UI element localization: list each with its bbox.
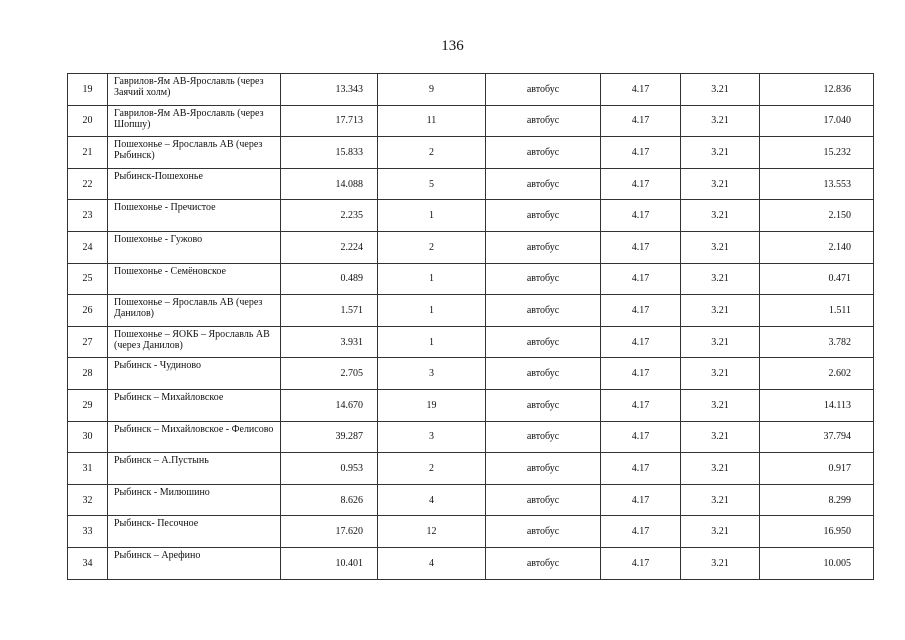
route-name: Гаврилов-Ям АВ-Ярославль (через Заячий холм) <box>108 74 281 106</box>
transport-type: автобус <box>486 421 601 453</box>
rate-value-1: 4.17 <box>601 358 681 390</box>
row-number: 19 <box>68 74 108 106</box>
row-number: 30 <box>68 421 108 453</box>
row-number: 25 <box>68 263 108 295</box>
transport-type: автобус <box>486 389 601 421</box>
table-row <box>68 484 874 516</box>
route-name: Гаврилов-Ям АВ-Ярославль (через Шопшу) <box>108 105 281 137</box>
table-row <box>68 168 874 200</box>
route-name: Рыбинск - Чудиново <box>108 358 281 390</box>
rate-value-1: 4.17 <box>601 326 681 358</box>
distance-value: 2.224 <box>281 231 378 263</box>
table-row <box>68 105 874 137</box>
rate-value-2: 3.21 <box>681 137 760 169</box>
distance-value: 14.088 <box>281 168 378 200</box>
route-name: Рыбинск – Михайловское - Фелисово <box>108 421 281 453</box>
rate-value-2: 3.21 <box>681 453 760 485</box>
distance-value: 0.489 <box>281 263 378 295</box>
transport-type: автобус <box>486 105 601 137</box>
rate-value-2: 3.21 <box>681 74 760 106</box>
table-row <box>68 326 874 358</box>
row-number: 21 <box>68 137 108 169</box>
transport-type: автобус <box>486 326 601 358</box>
count-value: 5 <box>378 168 486 200</box>
row-number: 20 <box>68 105 108 137</box>
row-number: 31 <box>68 453 108 485</box>
table-row <box>68 200 874 232</box>
total-value: 8.299 <box>760 484 874 516</box>
route-name: Рыбинск – А.Пустынь <box>108 453 281 485</box>
count-value: 1 <box>378 326 486 358</box>
route-name: Пошехонье – ЯОКБ – Ярославль АВ (через Данилов) <box>108 326 281 358</box>
transport-type: автобус <box>486 484 601 516</box>
route-name: Пошехонье - Гужово <box>108 231 281 263</box>
distance-value: 13.343 <box>281 74 378 106</box>
distance-value: 17.620 <box>281 516 378 548</box>
route-name: Пошехонье - Пречистое <box>108 200 281 232</box>
count-value: 1 <box>378 263 486 295</box>
transport-type: автобус <box>486 263 601 295</box>
count-value: 4 <box>378 547 486 579</box>
rate-value-2: 3.21 <box>681 231 760 263</box>
count-value: 19 <box>378 389 486 421</box>
distance-value: 10.401 <box>281 547 378 579</box>
rate-value-1: 4.17 <box>601 231 681 263</box>
rate-value-1: 4.17 <box>601 421 681 453</box>
total-value: 1.511 <box>760 295 874 327</box>
routes-table-body <box>68 74 874 580</box>
rate-value-2: 3.21 <box>681 358 760 390</box>
route-name: Пошехонье – Ярославль АВ (через Данилов) <box>108 295 281 327</box>
distance-value: 2.705 <box>281 358 378 390</box>
total-value: 12.836 <box>760 74 874 106</box>
transport-type: автобус <box>486 358 601 390</box>
total-value: 2.602 <box>760 358 874 390</box>
rate-value-1: 4.17 <box>601 453 681 485</box>
table-row <box>68 421 874 453</box>
total-value: 16.950 <box>760 516 874 548</box>
transport-type: автобус <box>486 168 601 200</box>
row-number: 32 <box>68 484 108 516</box>
rate-value-1: 4.17 <box>601 484 681 516</box>
distance-value: 2.235 <box>281 200 378 232</box>
distance-value: 39.287 <box>281 421 378 453</box>
rate-value-1: 4.17 <box>601 168 681 200</box>
table-row <box>68 295 874 327</box>
total-value: 15.232 <box>760 137 874 169</box>
row-number: 22 <box>68 168 108 200</box>
count-value: 2 <box>378 453 486 485</box>
transport-type: автобус <box>486 231 601 263</box>
rate-value-2: 3.21 <box>681 295 760 327</box>
count-value: 2 <box>378 231 486 263</box>
row-number: 34 <box>68 547 108 579</box>
rate-value-2: 3.21 <box>681 326 760 358</box>
rate-value-1: 4.17 <box>601 200 681 232</box>
transport-type: автобус <box>486 200 601 232</box>
rate-value-2: 3.21 <box>681 484 760 516</box>
rate-value-1: 4.17 <box>601 389 681 421</box>
distance-value: 8.626 <box>281 484 378 516</box>
table-row <box>68 516 874 548</box>
transport-type: автобус <box>486 547 601 579</box>
table-row <box>68 74 874 106</box>
count-value: 9 <box>378 74 486 106</box>
rate-value-2: 3.21 <box>681 200 760 232</box>
row-number: 27 <box>68 326 108 358</box>
transport-type: автобус <box>486 137 601 169</box>
count-value: 2 <box>378 137 486 169</box>
row-number: 29 <box>68 389 108 421</box>
rate-value-2: 3.21 <box>681 389 760 421</box>
rate-value-1: 4.17 <box>601 137 681 169</box>
route-name: Рыбинск – Арефино <box>108 547 281 579</box>
total-value: 37.794 <box>760 421 874 453</box>
count-value: 4 <box>378 484 486 516</box>
count-value: 1 <box>378 200 486 232</box>
total-value: 3.782 <box>760 326 874 358</box>
distance-value: 0.953 <box>281 453 378 485</box>
distance-value: 1.571 <box>281 295 378 327</box>
row-number: 33 <box>68 516 108 548</box>
rate-value-2: 3.21 <box>681 263 760 295</box>
distance-value: 3.931 <box>281 326 378 358</box>
count-value: 12 <box>378 516 486 548</box>
count-value: 3 <box>378 358 486 390</box>
rate-value-2: 3.21 <box>681 547 760 579</box>
total-value: 14.113 <box>760 389 874 421</box>
rate-value-1: 4.17 <box>601 516 681 548</box>
distance-value: 15.833 <box>281 137 378 169</box>
total-value: 13.553 <box>760 168 874 200</box>
total-value: 2.140 <box>760 231 874 263</box>
row-number: 23 <box>68 200 108 232</box>
page-number: 136 <box>441 38 464 54</box>
route-name: Рыбинск – Михайловское <box>108 389 281 421</box>
table-row <box>68 358 874 390</box>
transport-type: автобус <box>486 453 601 485</box>
distance-value: 17.713 <box>281 105 378 137</box>
table-row <box>68 453 874 485</box>
transport-type: автобус <box>486 295 601 327</box>
transport-type: автобус <box>486 516 601 548</box>
count-value: 1 <box>378 295 486 327</box>
rate-value-1: 4.17 <box>601 295 681 327</box>
count-value: 11 <box>378 105 486 137</box>
row-number: 28 <box>68 358 108 390</box>
distance-value: 14.670 <box>281 389 378 421</box>
routes-table <box>67 73 874 580</box>
rate-value-2: 3.21 <box>681 105 760 137</box>
rate-value-2: 3.21 <box>681 421 760 453</box>
rate-value-1: 4.17 <box>601 74 681 106</box>
row-number: 26 <box>68 295 108 327</box>
rate-value-1: 4.17 <box>601 263 681 295</box>
row-number: 24 <box>68 231 108 263</box>
total-value: 2.150 <box>760 200 874 232</box>
total-value: 0.917 <box>760 453 874 485</box>
table-row <box>68 389 874 421</box>
count-value: 3 <box>378 421 486 453</box>
table-row <box>68 263 874 295</box>
table-row <box>68 547 874 579</box>
table-row <box>68 137 874 169</box>
route-name: Пошехонье - Семёновское <box>108 263 281 295</box>
transport-type: автобус <box>486 74 601 106</box>
table-row <box>68 231 874 263</box>
route-name: Рыбинск - Милюшино <box>108 484 281 516</box>
route-name: Пошехонье – Ярославль АВ (через Рыбинск) <box>108 137 281 169</box>
rate-value-1: 4.17 <box>601 105 681 137</box>
route-name: Рыбинск-Пошехонье <box>108 168 281 200</box>
total-value: 17.040 <box>760 105 874 137</box>
total-value: 10.005 <box>760 547 874 579</box>
rate-value-1: 4.17 <box>601 547 681 579</box>
rate-value-2: 3.21 <box>681 168 760 200</box>
rate-value-2: 3.21 <box>681 516 760 548</box>
total-value: 0.471 <box>760 263 874 295</box>
route-name: Рыбинск- Песочное <box>108 516 281 548</box>
